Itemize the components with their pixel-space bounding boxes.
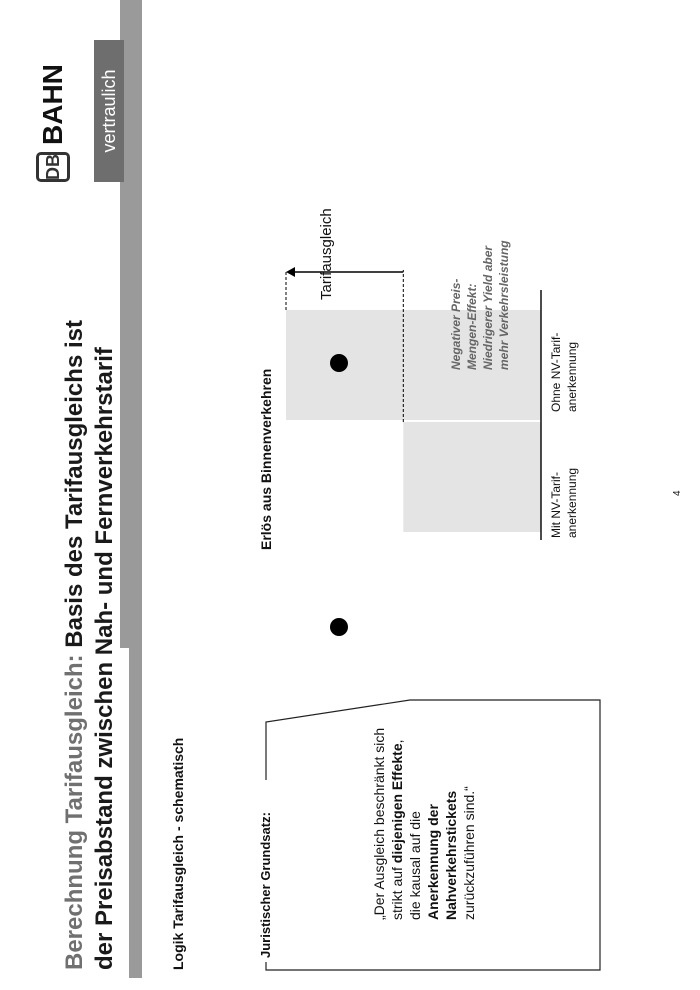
punch-hole-bottom xyxy=(330,618,348,636)
chart-title: Erlös aus Binnenverkehren xyxy=(258,368,274,550)
punch-hole-top xyxy=(330,354,348,372)
principle-heading: Juristischer Grundsatz: xyxy=(258,808,273,962)
section-subtitle: Logik Tarifausgleich - schematisch xyxy=(170,737,186,970)
confidential-badge: vertraulich xyxy=(94,40,124,182)
page-title: Berechnung Tarifausgleich: Basis des Tarifausgleichs ist der Preisabstand zwischen Nah- und Fernverkehrstarif xyxy=(61,320,118,970)
db-logo-text: BAHN xyxy=(37,64,68,145)
category-label-without: Ohne NV-Tarif- anerkennung xyxy=(549,332,579,412)
principle-text: „Der Ausgleich beschränkt sich strikt auf diejenigen Effekte, die kausal auf die Anerkennung der Nahverkehrstickets zurückzuführen sind.“ xyxy=(371,727,477,920)
category-label-with: Mit NV-Tarif- anerkennung xyxy=(549,467,579,538)
page-number: 4 xyxy=(672,490,683,496)
bar-with-nv-recognition xyxy=(403,422,541,532)
difference-arrow-head xyxy=(286,267,295,277)
db-logo-icon: DB xyxy=(36,152,70,182)
difference-label: Tarifausgleich xyxy=(318,208,335,300)
effect-annotation: Negativer Preis- Mengen-Effekt: Niedrigerer Yield aber mehr Verkehrsleistung xyxy=(449,240,511,370)
